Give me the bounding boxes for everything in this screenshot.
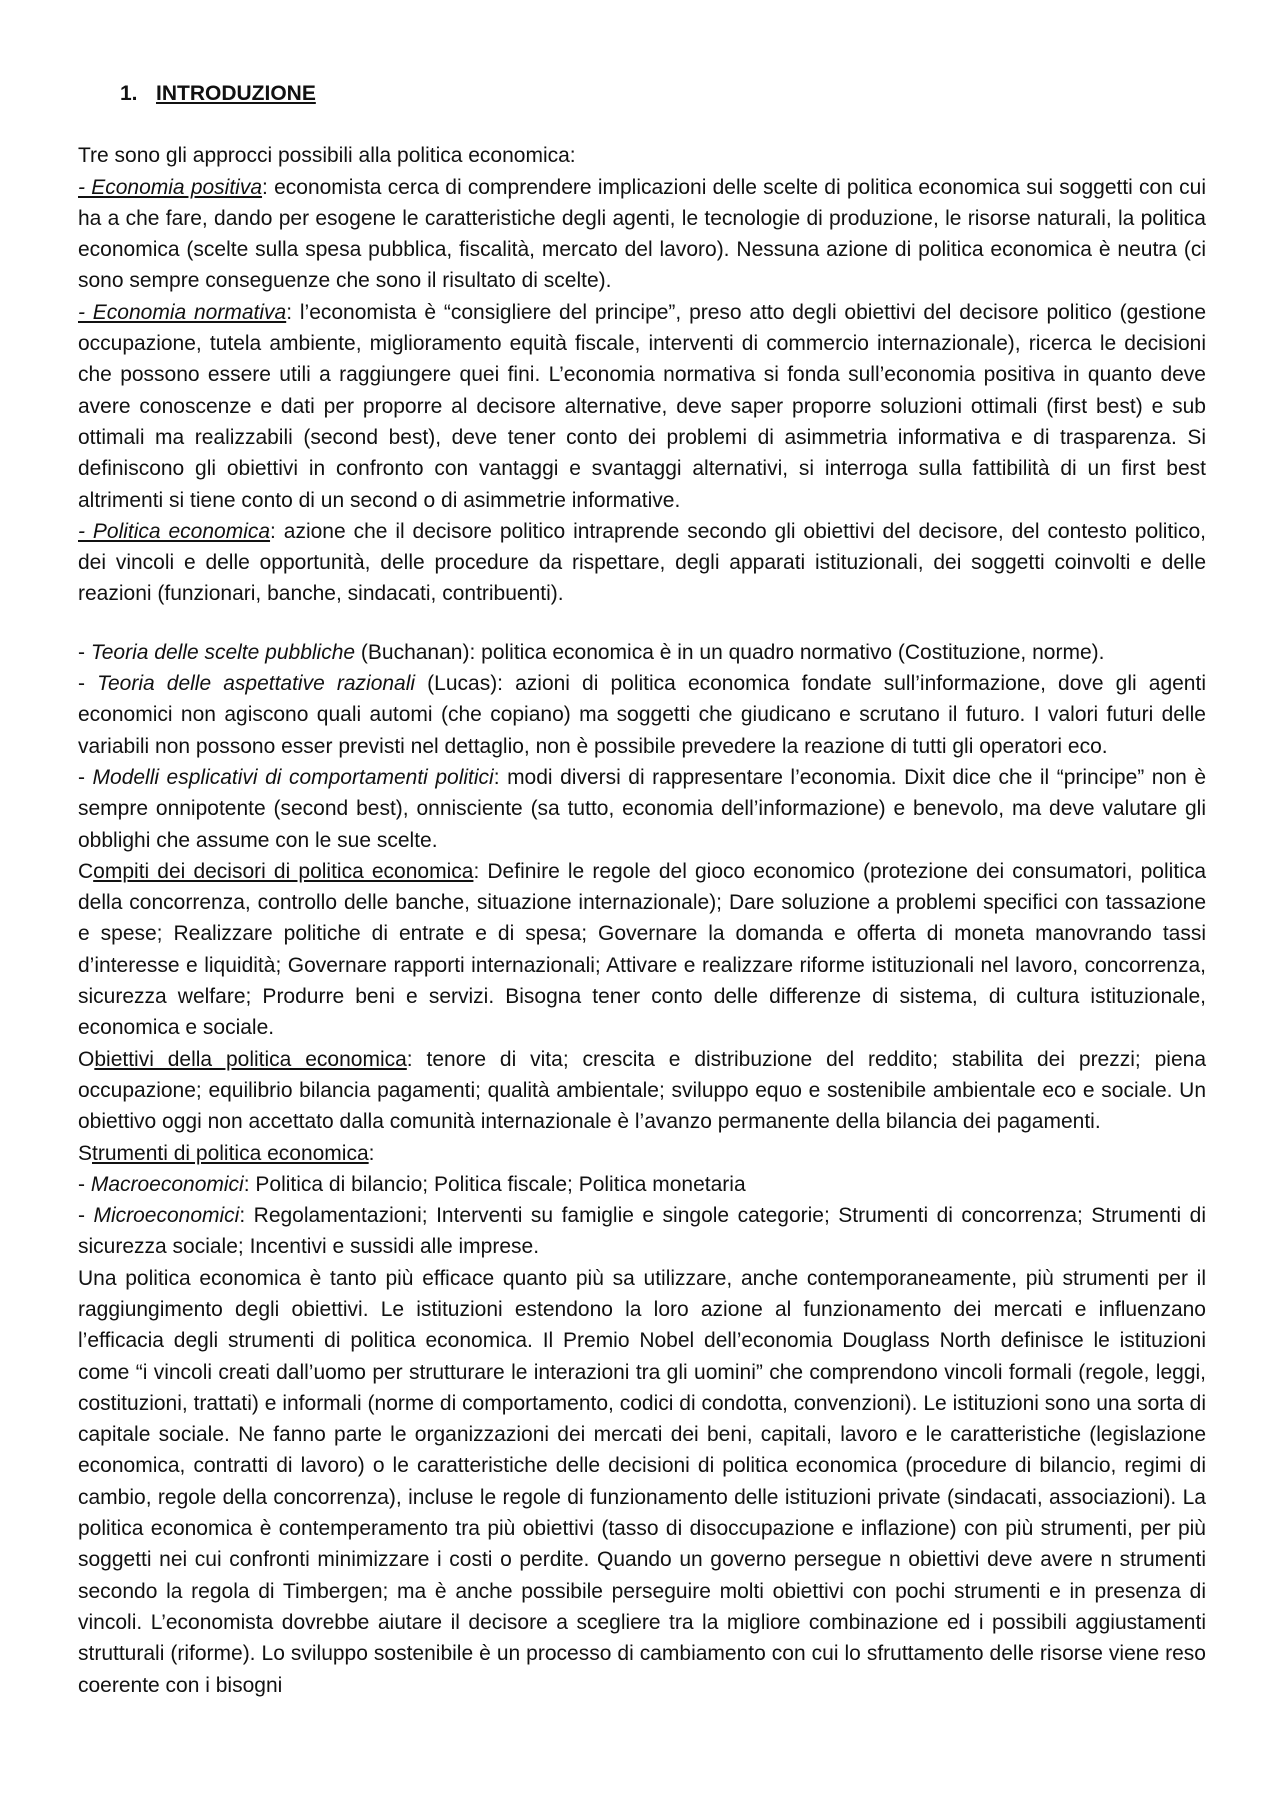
strumenti-item-text: : Regolamentazioni; Interventi su famiglie e singole categorie; Strumenti di concorrenza; Strumenti di sicurezza sociale; Incentivi e sussidi alle imprese. [78, 1204, 1206, 1259]
closing-paragraph: Una politica economica è tanto più efficace quanto più sa utilizzare, anche contemporaneamente, più strumenti per il raggiungimento degli obiettivi. Le istituzioni estendono la loro azione al funzionamento dei mercati e influenzano l’efficacia degli strumenti di politica economica. Il Premio Nobel dell’economia Douglass North definisce le istituzioni come “i vincoli creati dall’uomo per strutturare le interazioni tra gli uomini” che comprendono vincoli formali (regole, leggi, costituzioni, trattati) e informali (norme di comportamento, codici di condotta, convenzioni). Le istituzioni sono una sorta di capitale sociale. Ne fanno parte le organizzazioni dei mercati dei beni, capitali, lavoro e le caratteristiche (legislazione economica, contratti di lavoro) o le caratteristiche delle decisioni di politica economica (procedure di bilancio, regimi di cambio, regole della concorrenza), incluse le regole di funzionamento delle istituzioni private (sindacati, associazioni). La politica economica è contemperamento tra più obiettivi (tasso di disoccupazione e inflazione) con più strumenti, per più soggetti nei cui confronti minimizzare i costi o perdite. Quando un governo persegue n obiettivi deve avere n strumenti secondo la regola di Timbergen; ma è anche possibile perseguire molti obiettivi con pochi strumenti e in presenza di vincoli. L’economista dovrebbe aiutare il decisore a scegliere tra la migliore combinazione ed i possibili aggiustamenti strutturali (riforme). Lo sviluppo sostenibile è un processo di cambiamento con cui lo sfruttamento delle risorse viene reso coerente con i bisogni [78, 1266, 1206, 1697]
strumenti-item-name: Macroeconomici [90, 1172, 244, 1196]
theory-dash: - [78, 640, 91, 664]
intro-paragraph: Tre sono gli approcci possibili alla politica economica: [78, 144, 576, 168]
theory-modelli-esplicativi [78, 762, 1206, 856]
theory-dash: - [78, 672, 98, 696]
compiti-initial: C [78, 859, 94, 883]
theory-text: (Buchanan): politica economica è in un quadro normativo (Costituzione, norme). [355, 640, 1105, 664]
obiettivi-text: : tenore di vita; crescita e distribuzione del reddito; stabilita dei prezzi; piena occupazione; equilibrio bilancia pagamenti; qualità ambientale; sviluppo equo e sostenibile ambientale eco e sociale. Un obiettivo oggi non accettato dalla comunità internazionale è l’avanzo permanente della bilancia dei pagamenti. [78, 1047, 1206, 1134]
strumenti-item-text: : Politica di bilancio; Politica fiscale; Politica monetaria [243, 1172, 746, 1196]
compiti-label: ompiti dei decisori di politica economica [93, 859, 474, 883]
theory-text: : modi diversi di rappresentare l’economia. Dixit dice che il “principe” non è sempre onnipotente (second best), onnisciente (sa tutto, economia dell’informazione) e benevolo, ma deve valutare gli obblighi che assume con le sue scelte. [78, 765, 1206, 852]
spacer [78, 610, 1206, 637]
section-title: INTRODUZIONE [156, 82, 316, 105]
obiettivi-label: biettivi della politica economica [94, 1047, 407, 1071]
approach-text: l’economista è “consigliere del principe”, preso atto degli obiettivi del decisore politico (gestione occupazione, tutela ambiente, miglioramento equità fiscale, interventi di commercio internazionale), ricerca le decisioni che possono essere utili a raggiungere quei fini. L’economia normativa si fonda sull’economia positiva in quanto deve avere conoscenze e dati per proporre al decisore alternative, deve saper proporre soluzioni ottimali (first best) e sub ottimali ma realizzabili (second best), deve tener conto dei problemi di asimmetria informativa e di trasparenza. Si definiscono gli obiettivi in confronto con vantaggi e svantaggi alternativi, si interroga sulla fattibilità di un first best altrimenti si tiene conto di un second o di asimmetrie informative. [78, 300, 1207, 512]
theory-name: Teoria delle aspettative razionali [97, 672, 416, 696]
theory-scelte-pubbliche [78, 637, 1206, 668]
approach-text: economista cerca di comprendere implicazioni delle scelte di politica economica sui soggetti con cui ha a che fare, dando per esogene le caratteristiche degli agenti, le tecnologie di produzione, le risorse naturali, la politica economica (scelte sulla spesa pubblica, fiscalità, mercato del lavoro). Nessuna azione di politica economica è neutra (ci sono sempre conseguenze che sono il risultato di scelte). [78, 175, 1206, 293]
approach-separator: : [262, 175, 275, 199]
document-page [78, 78, 1206, 1701]
obiettivi-initial: O [78, 1047, 95, 1071]
approach-label: - Economia normativa [78, 300, 287, 324]
theory-name: Teoria delle scelte pubbliche [90, 640, 356, 664]
compiti-text: : Definire le regole del gioco economico (protezione dei consumatori, politica della concorrenza, controllo delle banche, situazione internazionale); Dare soluzione a problemi specifici con tassazione e spese; Realizzare politiche di entrate e di spesa; Governare la domanda e offerta di moneta manovrando tassi d’interesse e liquidità; Governare rapporti internazionali; Attivare e realizzare riforme istituzionali nel lavoro, concorrenza, sicurezza welfare; Produrre beni e servizi. Bisogna tener conto delle differenze di sistema, di cultura istituzionale, economica e sociale. [78, 859, 1206, 1040]
strumenti-initial: S [78, 1141, 93, 1165]
obiettivi-paragraph [78, 1044, 1206, 1138]
approach-economia-positiva [78, 172, 1206, 297]
section-number: 1. [120, 82, 138, 105]
strumenti-label: trumenti di politica economica [92, 1141, 369, 1165]
spacer [78, 109, 1206, 140]
theory-name: Modelli esplicativi di comportamenti politici [92, 765, 494, 789]
section-heading [78, 78, 1206, 109]
strumenti-colon: : [368, 1141, 375, 1165]
strumenti-heading [78, 1138, 1206, 1169]
approach-economia-normativa [78, 297, 1206, 516]
approach-text: azione che il decisore politico intraprende secondo gli obiettivi del decisore, del contesto politico, dei vincoli e delle opportunità, delle procedure da rispettare, degli apparati istituzionali, dei soggetti coinvolti e delle reazioni (funzionari, banche, sindacati, contribuenti). [78, 519, 1206, 606]
compiti-paragraph [78, 856, 1206, 1044]
theory-aspettative-razionali [78, 668, 1206, 762]
strumenti-item-macro [78, 1169, 1206, 1200]
strumenti-dash: - [78, 1204, 94, 1228]
approach-politica-economica [78, 516, 1206, 610]
theory-text: (Lucas): azioni di politica economica fondate sull’informazione, dove gli agenti economici non agiscono quali automi (che copiano) ma soggetti che giudicano e scrutano il futuro. I valori futuri delle variabili non possono esser previsti nel dettaglio, non è possibile prevedere la reazione di tutti gli operatori eco. [78, 672, 1206, 758]
strumenti-item-micro [78, 1200, 1206, 1263]
theory-dash: - [78, 765, 93, 789]
strumenti-dash: - [78, 1172, 91, 1196]
approach-label: - Politica economica [78, 519, 271, 543]
approach-separator: : [286, 300, 300, 324]
approach-separator: : [270, 519, 284, 543]
strumenti-item-name: Microeconomici [93, 1204, 240, 1228]
approach-label: - Economia positiva [78, 175, 263, 199]
